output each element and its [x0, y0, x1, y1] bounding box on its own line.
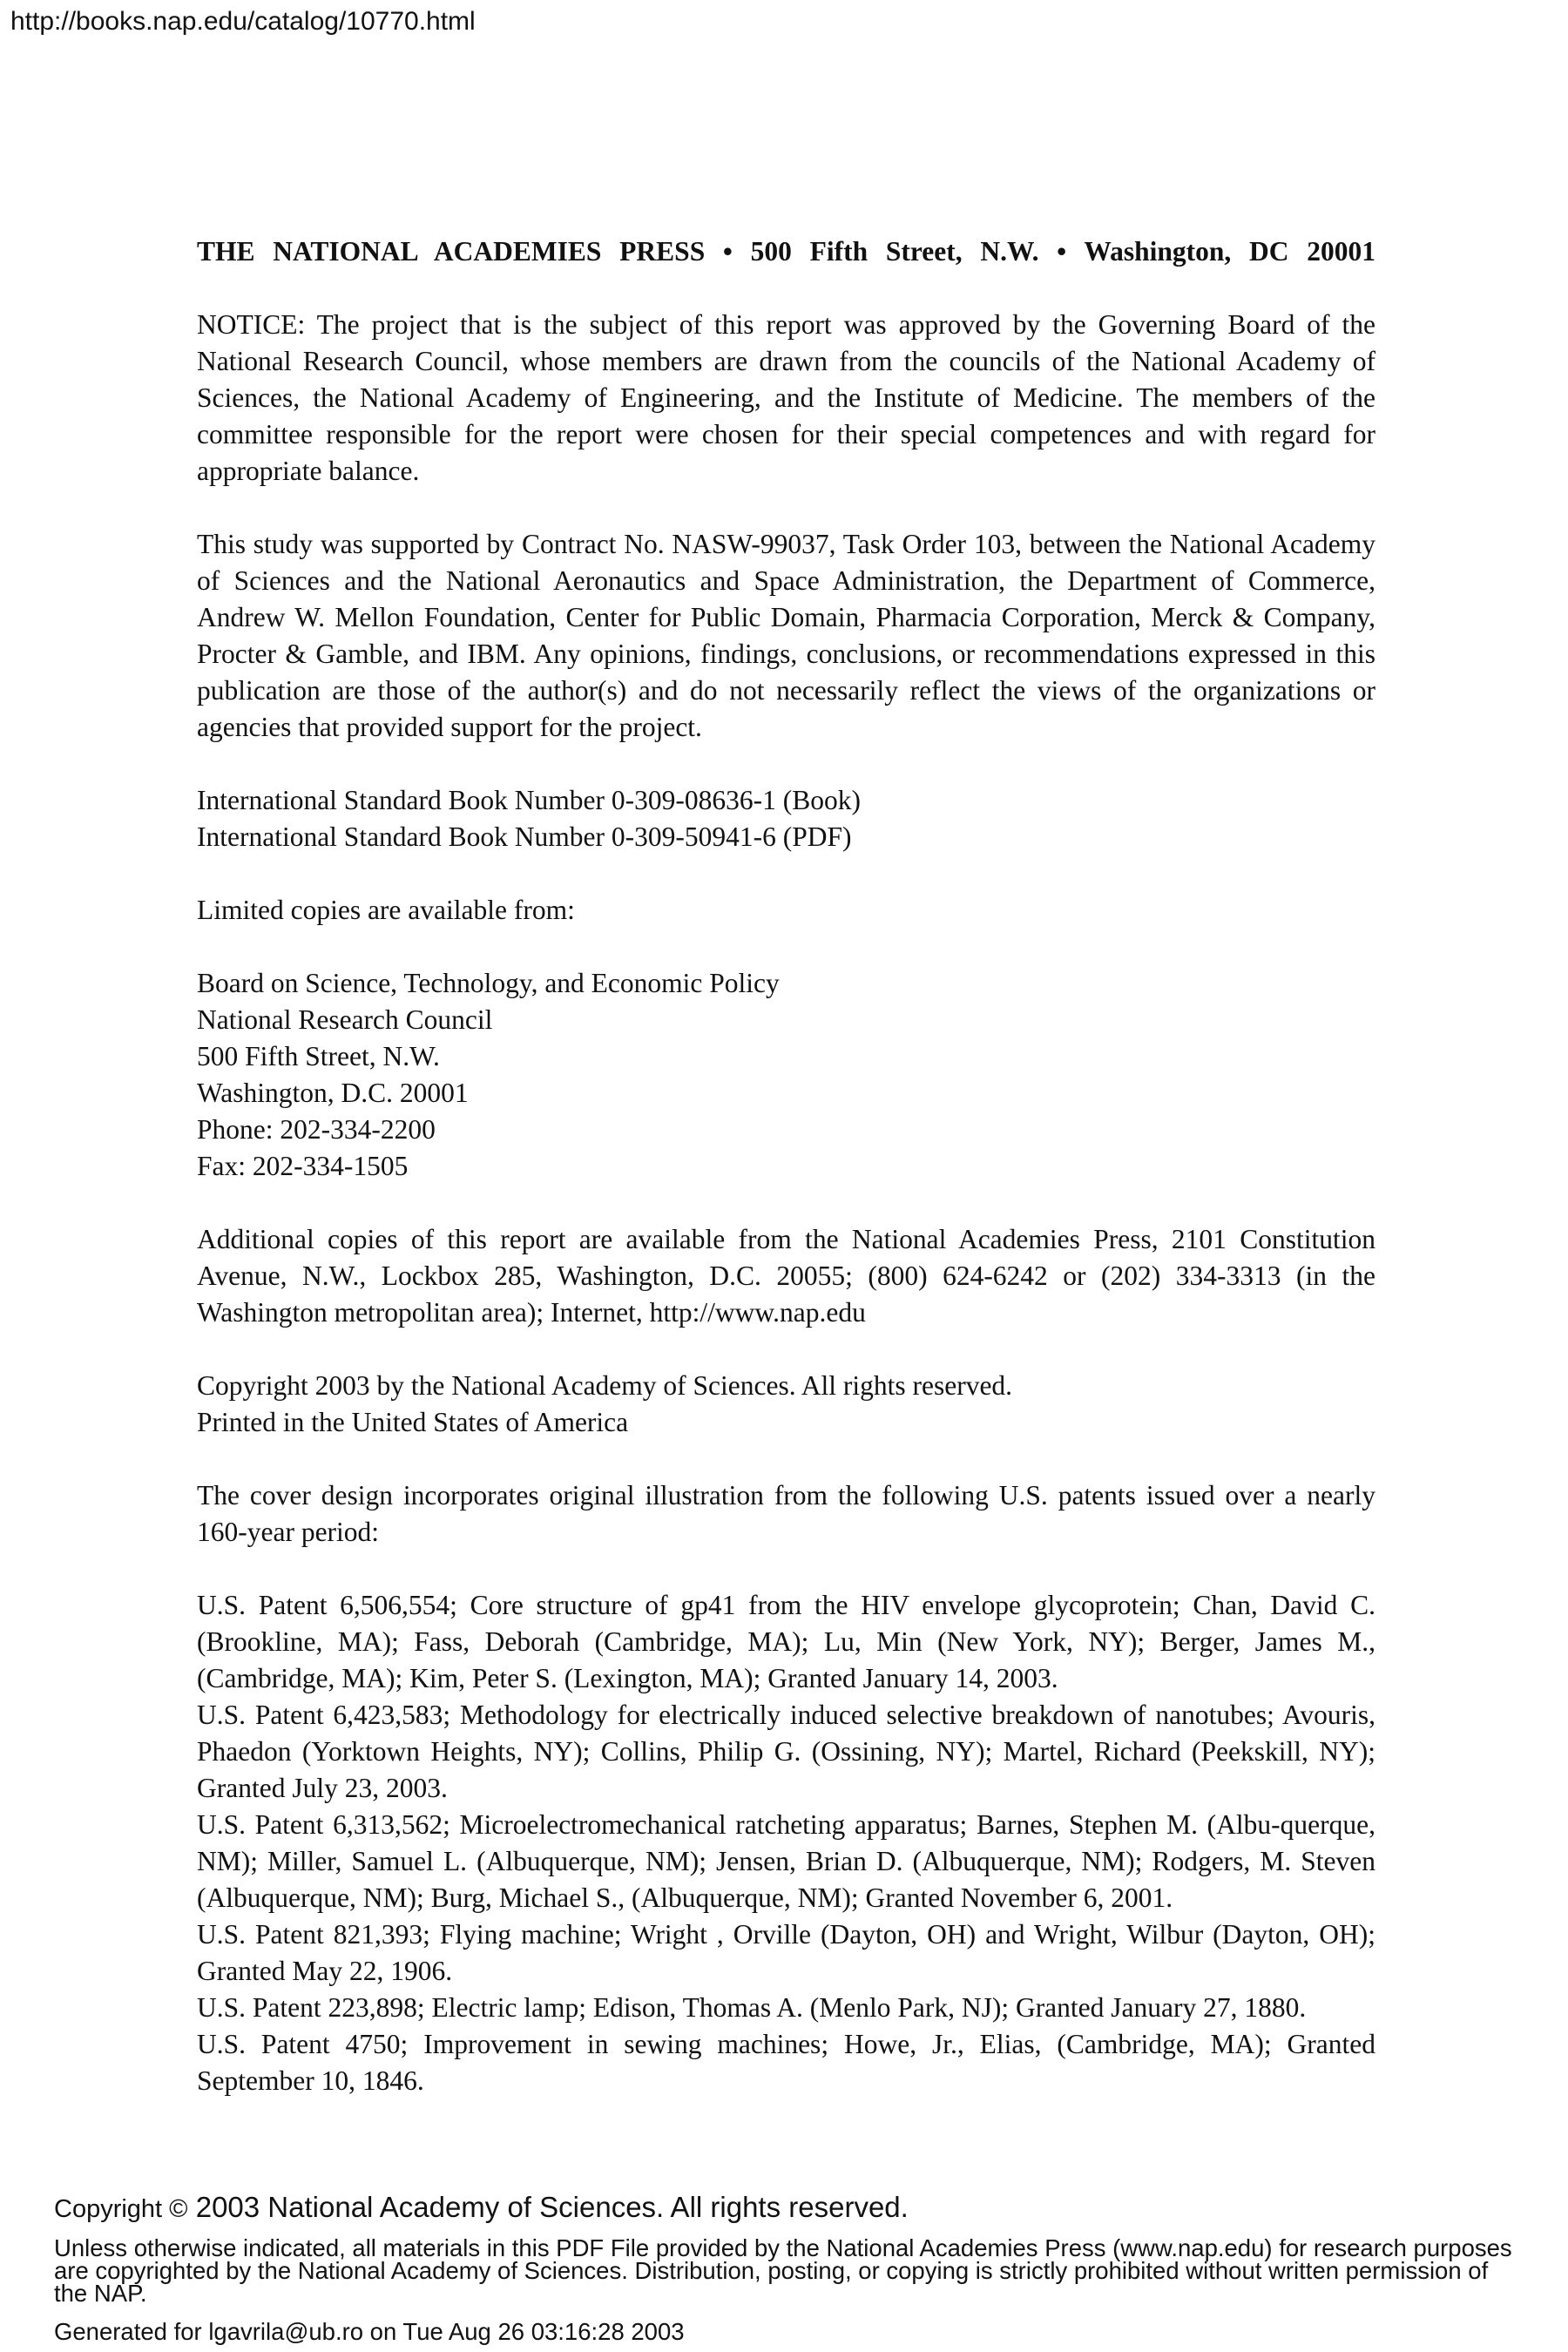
address-fax: Fax: 202-334-1505 — [197, 1151, 409, 1181]
footer-generated: Generated for lgavrila@ub.ro on Tue Aug 26 03:16:28 2003 — [54, 2318, 685, 2345]
footer-copyright-text: 2003 National Academy of Sciences. All rights reserved. — [195, 2191, 909, 2223]
support-paragraph: This study was supported by Contract No. NASW-99037, Task Order 103, between the National Academy of Sciences and the National Aeronautics and Space Administration, the Department of Commerce, Andrew W. Mellon Foundation, Center for Public Domain, Pharmacia Corporation, Merck & Company, Procter & Gamble, and IBM. Any opinions, findings, conclusions, or recommendations expressed in this publication are those of the author(s) and do not necessarily reflect the views of the organizations or agencies that provided support for the project. — [197, 529, 1375, 742]
footer-copyright-label: Copyright © — [54, 2195, 188, 2223]
patent-item: U.S. Patent 4750; Improvement in sewing machines; Howe, Jr., Elias, (Cambridge, MA); Granted September 10, 1846. — [197, 2029, 1375, 2096]
patent-item: U.S. Patent 6,506,554; Core structure of gp41 from the HIV envelope glycoprotein; Chan, David C. (Brookline, MA); Fass, Deborah (Cambridge, MA); Lu, Min (New York, NY); Berger, James M., (Cambridge, MA); Kim, Peter S. (Lexington, MA); Granted January 14, 2003. — [197, 1590, 1375, 1693]
additional-copies-paragraph: Additional copies of this report are available from the National Academies Press, 2101 Constitution Avenue, N.W., Lockbox 285, Washington, D.C. 20055; (800) 624-6242 or (202) 334-3313 (in the Washington metropolitan area); Internet, http://www.nap.edu — [197, 1224, 1375, 1328]
patent-item: U.S. Patent 6,423,583; Methodology for electrically induced selective breakdown of nanotubes; Avouris, Phaedon (Yorktown Heights, NY); Collins, Philip G. (Ossining, NY); Martel, Richard (Peekskill, NY); Granted July 23, 2003. — [197, 1700, 1375, 1803]
patent-list — [197, 1587, 1375, 2099]
page-footer — [54, 2190, 1517, 2345]
footer-notice: Unless otherwise indicated, all materials in this PDF File provided by the National Academies Press (www.nap.edu) for research purposes are copyrighted by the National Academy of Sciences. Distribution, posting, or copying is strictly prohibited without written permission of the NAP. — [54, 2234, 1512, 2307]
footer-copyright — [54, 2190, 1517, 2227]
page-url: http://books.nap.edu/catalog/10770.html — [10, 7, 476, 36]
patent-item: U.S. Patent 6,313,562; Microelectromechanical ratcheting apparatus; Barnes, Stephen M. (Albu-querque, NM); Miller, Samuel L. (Albuquerque, NM); Jensen, Brian D. (Albuquerque, NM); Rodgers, M. Steven (Albuquerque, NM); Burg, Michael S., (Albuquerque, NM); Granted November 6, 2001. — [197, 1809, 1375, 1913]
address-block — [197, 965, 1375, 1185]
isbn-book: International Standard Book Number 0-309-08636-1 (Book) — [197, 785, 861, 815]
address-line: Board on Science, Technology, and Economic Policy — [197, 968, 780, 998]
document-body — [197, 233, 1375, 2099]
printed-line: Printed in the United States of America — [197, 1407, 629, 1437]
copyright-block — [197, 1368, 1375, 1441]
notice-paragraph: NOTICE: The project that is the subject of this report was approved by the Governing Board of the National Research Council, whose members are drawn from the councils of the National Academy of Sciences, the National Academy of Engineering, and the Institute of Medicine. The members of the committee responsible for the report were chosen for their special competences and with regard for appropriate balance. — [197, 309, 1375, 486]
address-line: 500 Fifth Street, N.W. — [197, 1041, 440, 1071]
patent-item: U.S. Patent 821,393; Flying machine; Wright , Orville (Dayton, OH) and Wright, Wilbur (Dayton, OH); Granted May 22, 1906. — [197, 1919, 1375, 1986]
isbn-pdf: International Standard Book Number 0-309-50941-6 (PDF) — [197, 821, 852, 852]
isbn-block — [197, 782, 1375, 855]
patent-item: U.S. Patent 223,898; Electric lamp; Edison, Thomas A. (Menlo Park, NJ); Granted January 27, 1880. — [197, 1992, 1307, 2023]
address-line: Washington, D.C. 20001 — [197, 1078, 469, 1108]
cover-design-paragraph: The cover design incorporates original illustration from the following U.S. patents issued over a nearly 160-year period: — [197, 1480, 1375, 1547]
limited-copies-text: Limited copies are available from: — [197, 895, 575, 925]
address-line: National Research Council — [197, 1004, 493, 1035]
address-phone: Phone: 202-334-2200 — [197, 1114, 436, 1145]
copyright-line: Copyright 2003 by the National Academy of Sciences. All rights reserved. — [197, 1370, 1013, 1401]
publisher-header: THE NATIONAL ACADEMIES PRESS • 500 Fifth Street, N.W. • Washington, DC 20001 — [197, 236, 1375, 267]
